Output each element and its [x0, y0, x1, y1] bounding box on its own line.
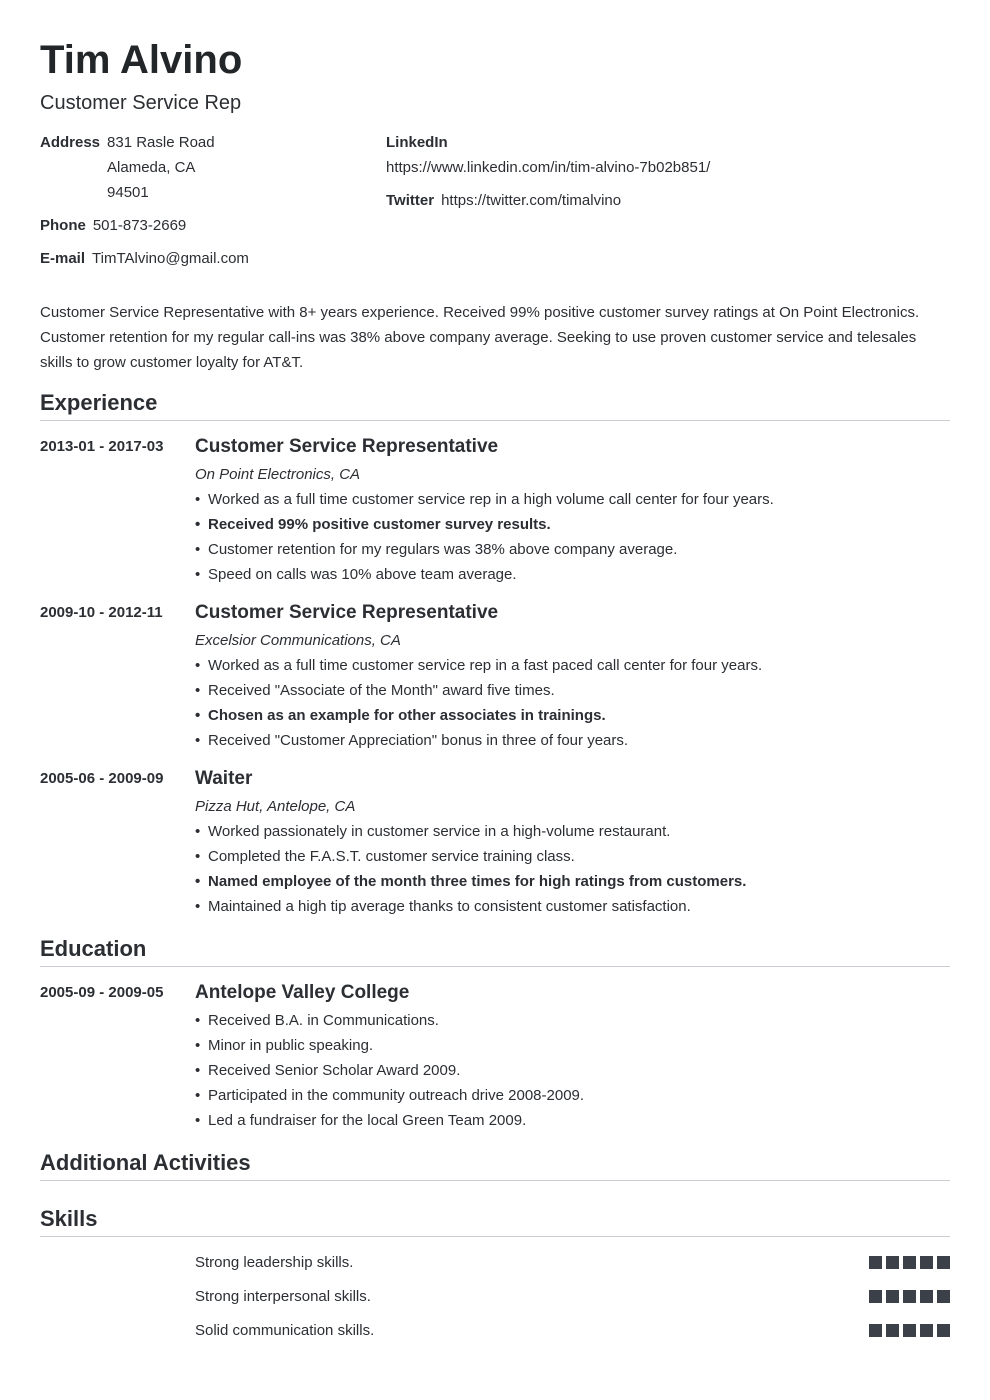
rating-square — [886, 1256, 899, 1269]
candidate-name: Tim Alvino — [40, 38, 243, 82]
job-title: Customer Service Representative — [195, 436, 499, 457]
experience-list — [40, 433, 950, 919]
address-line: Alameda, CA — [107, 159, 196, 176]
email-label: E-mail — [40, 250, 86, 267]
entry-body — [195, 599, 950, 753]
address-label: Address — [40, 134, 101, 151]
bullet-list — [195, 1008, 950, 1133]
bullet-item: • Received B.A. in Communications. — [195, 1008, 950, 1033]
rating-square — [886, 1290, 899, 1303]
phone-label: Phone — [40, 217, 86, 234]
bullet-item: • Worked as a full time customer service rep in a fast paced call center for four years. — [195, 653, 950, 678]
bullet-list — [195, 487, 950, 587]
rating-square — [937, 1256, 950, 1269]
linkedin-label: LinkedIn — [386, 134, 448, 151]
bullet-item: • Customer retention for my regulars was 38% above company average. — [195, 537, 950, 562]
experience-entry — [40, 599, 950, 753]
contact-right-column — [386, 130, 950, 279]
skill-row — [40, 1279, 950, 1313]
education-heading: Education — [40, 935, 950, 967]
bullet-item: • Received 99% positive customer survey results. — [195, 512, 950, 537]
rating-square — [869, 1256, 882, 1269]
rating-square — [920, 1256, 933, 1269]
address-line: 94501 — [107, 184, 149, 201]
contact-block — [40, 130, 950, 279]
skills-heading: Skills — [40, 1205, 950, 1237]
entry-dates: 2005-06 - 2009-09 — [40, 770, 164, 787]
employer: Pizza Hut, Antelope, CA — [195, 798, 356, 815]
bullet-item: • Worked passionately in customer service in a high-volume restaurant. — [195, 819, 950, 844]
address-row — [40, 130, 386, 205]
linkedin-link[interactable]: https://www.linkedin.com/in/tim-alvino-7b02b851/ — [386, 159, 711, 176]
experience-entry — [40, 433, 950, 587]
rating-square — [903, 1324, 916, 1337]
school-name: Antelope Valley College — [195, 982, 410, 1003]
rating-square — [937, 1290, 950, 1303]
bullet-list — [195, 653, 950, 753]
bullet-item: • Worked as a full time customer service rep in a high volume call center for four years. — [195, 487, 950, 512]
candidate-title: Customer Service Rep — [40, 92, 242, 114]
twitter-label: Twitter — [386, 192, 435, 209]
bullet-item: • Maintained a high tip average thanks to consistent customer satisfaction. — [195, 894, 950, 919]
bullet-item: • Minor in public speaking. — [195, 1033, 950, 1058]
phone-value: 501-873-2669 — [92, 217, 187, 234]
entry-body — [195, 433, 950, 587]
skill-name: Solid communication skills. — [195, 1321, 375, 1339]
skill-rating — [869, 1256, 950, 1269]
bullet-item: • Completed the F.A.S.T. customer service training class. — [195, 844, 950, 869]
skill-row — [40, 1313, 950, 1347]
bullet-item: • Received Senior Scholar Award 2009. — [195, 1058, 950, 1083]
bullet-item: • Chosen as an example for other associates in trainings. — [195, 703, 950, 728]
bullet-item: • Speed on calls was 10% above team average. — [195, 562, 950, 587]
skills-list — [40, 1245, 950, 1347]
rating-square — [886, 1324, 899, 1337]
address-value — [107, 130, 215, 205]
email-row — [40, 246, 386, 271]
experience-entry — [40, 765, 950, 919]
twitter-link[interactable]: https://twitter.com/timalvino — [441, 192, 622, 209]
skill-row — [40, 1245, 950, 1279]
employer: Excelsior Communications, CA — [195, 632, 401, 649]
job-title: Waiter — [195, 768, 253, 789]
rating-square — [869, 1324, 882, 1337]
twitter-row — [386, 188, 950, 213]
address-line: 831 Rasle Road — [107, 134, 215, 151]
activities-heading: Additional Activities — [40, 1149, 950, 1181]
email-link[interactable]: TimTAlvino@gmail.com — [92, 250, 249, 267]
skill-rating — [869, 1324, 950, 1337]
bullet-item: • Participated in the community outreach drive 2008-2009. — [195, 1083, 950, 1108]
entry-body — [195, 765, 950, 919]
rating-square — [903, 1256, 916, 1269]
entry-body — [195, 979, 950, 1133]
job-title: Customer Service Representative — [195, 602, 499, 623]
linkedin-row — [386, 155, 950, 180]
skill-rating — [869, 1290, 950, 1303]
entry-dates: 2009-10 - 2012-11 — [40, 604, 163, 621]
bullet-list — [195, 819, 950, 919]
experience-heading: Experience — [40, 389, 950, 421]
contact-left-column — [40, 130, 386, 279]
bullet-item: • Named employee of the month three times for high ratings from customers. — [195, 869, 950, 894]
phone-row — [40, 213, 386, 238]
rating-square — [920, 1324, 933, 1337]
skill-name: Strong interpersonal skills. — [195, 1287, 371, 1305]
rating-square — [937, 1324, 950, 1337]
skill-name: Strong leadership skills. — [195, 1253, 354, 1271]
entry-dates: 2013-01 - 2017-03 — [40, 438, 164, 455]
bullet-item: • Led a fundraiser for the local Green Team 2009. — [195, 1108, 950, 1133]
education-entry — [40, 979, 950, 1133]
rating-square — [869, 1290, 882, 1303]
profile-summary: Customer Service Representative with 8+ years experience. Received 99% positive customer survey ratings at On Point Electronics. Customer retention for my regular call-ins was 38% above company average. Seeking to use proven customer service and telesales skills to grow customer loyalty for AT&T. — [40, 304, 920, 371]
entry-dates: 2005-09 - 2009-05 — [40, 984, 164, 1001]
rating-square — [903, 1290, 916, 1303]
employer: On Point Electronics, CA — [195, 466, 361, 483]
bullet-item: • Received "Associate of the Month" award five times. — [195, 678, 950, 703]
bullet-item: • Received "Customer Appreciation" bonus in three of four years. — [195, 728, 950, 753]
education-list — [40, 979, 950, 1133]
rating-square — [920, 1290, 933, 1303]
